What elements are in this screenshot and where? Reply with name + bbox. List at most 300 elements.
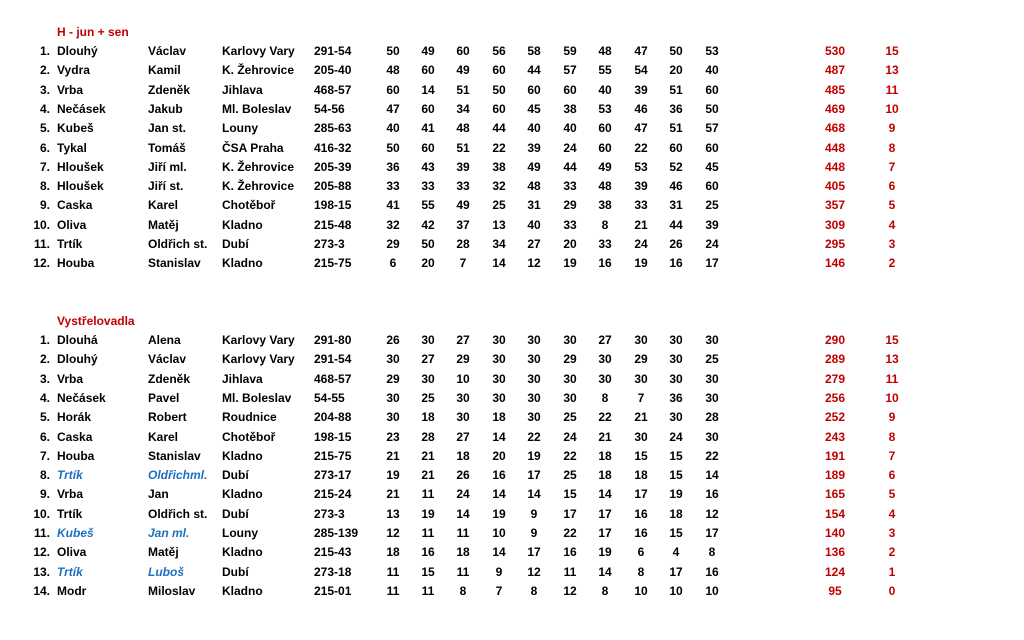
score-cell: 10: [492, 526, 506, 540]
score-cell: 14: [456, 506, 470, 521]
table-row: [0, 466, 1024, 485]
score-cell: 18: [634, 468, 648, 483]
club-cell: K. Žehrovice: [222, 179, 295, 194]
score-cell: 18: [492, 410, 506, 425]
total-cell: 279: [824, 371, 846, 386]
total-cell: 140: [824, 526, 846, 540]
score-cell: 55: [421, 198, 435, 213]
score-cell: 30: [669, 371, 683, 386]
score-cell: 16: [598, 256, 612, 271]
score-cell: 14: [492, 545, 506, 560]
score-cell: 15: [669, 448, 683, 463]
score-cell: 39: [634, 179, 648, 194]
score-cell: 60: [386, 82, 400, 97]
score-cell: 51: [669, 121, 683, 136]
score-cell: 60: [492, 101, 506, 116]
score-cell: 44: [527, 63, 541, 78]
score-cell: 30: [527, 371, 541, 386]
points-cell: 15: [885, 44, 899, 58]
club-cell: Dubí: [222, 506, 249, 521]
score-cell: 47: [386, 101, 400, 116]
score-cell: 45: [527, 101, 541, 116]
surname-cell: Tykal: [57, 140, 87, 155]
score-cell: 15: [669, 468, 683, 483]
score-cell: 20: [563, 237, 577, 251]
score-cell: 29: [634, 352, 648, 367]
score-cell: 27: [456, 333, 470, 347]
table-row: [0, 389, 1024, 408]
table-row: [0, 254, 1024, 273]
table-row: [0, 524, 1024, 543]
total-cell: 448: [824, 159, 846, 174]
score-cell: 53: [705, 44, 719, 58]
score-cell: 57: [563, 63, 577, 78]
points-cell: 2: [888, 545, 896, 560]
firstname-cell: Jan ml.: [148, 526, 190, 540]
score-cell: 55: [598, 63, 612, 78]
score-cell: 23: [386, 429, 400, 444]
score-cell: 24: [705, 237, 719, 251]
score-cell: 9: [495, 564, 503, 579]
table-row: [0, 485, 1024, 504]
score-cell: 24: [456, 487, 470, 502]
score-cell: 38: [492, 159, 506, 174]
score-cell: 31: [669, 198, 683, 213]
score-cell: 29: [563, 198, 577, 213]
firstname-cell: Zdeněk: [148, 371, 191, 386]
rank-cell: 5.: [39, 121, 50, 136]
score-cell: 15: [634, 448, 648, 463]
points-cell: 13: [885, 63, 899, 78]
score-cell: 60: [705, 82, 719, 97]
id-cell: 468-57: [314, 82, 352, 97]
score-cell: 11: [386, 583, 400, 598]
id-cell: 285-63: [314, 121, 352, 136]
score-cell: 60: [421, 140, 435, 155]
score-cell: 14: [598, 487, 612, 502]
score-cell: 29: [563, 352, 577, 367]
score-cell: 40: [563, 121, 577, 136]
score-cell: 30: [705, 390, 719, 405]
id-cell: 54-56: [314, 101, 345, 116]
club-cell: Jihlava: [222, 82, 263, 97]
score-cell: 21: [386, 487, 400, 502]
table-row: [0, 119, 1024, 138]
score-cell: 34: [456, 101, 470, 116]
total-cell: 191: [824, 448, 846, 463]
score-cell: 14: [527, 487, 541, 502]
total-cell: 469: [824, 101, 846, 116]
score-cell: 30: [563, 390, 577, 405]
firstname-cell: Jiří ml.: [148, 159, 187, 174]
score-cell: 21: [386, 448, 400, 463]
club-cell: Ml. Boleslav: [222, 390, 292, 405]
score-cell: 24: [563, 140, 577, 155]
points-cell: 4: [888, 506, 896, 521]
club-cell: Kladno: [222, 217, 263, 232]
score-cell: 22: [492, 140, 506, 155]
id-cell: 291-54: [314, 352, 352, 367]
table-row: [0, 177, 1024, 196]
score-cell: 16: [634, 506, 648, 521]
score-cell: 22: [563, 448, 577, 463]
id-cell: 291-54: [314, 44, 352, 58]
score-cell: 60: [669, 140, 683, 155]
firstname-cell: Jiří st.: [148, 179, 184, 194]
club-cell: K. Žehrovice: [222, 63, 295, 78]
score-cell: 45: [705, 159, 719, 174]
score-cell: 8: [601, 217, 609, 232]
total-cell: 309: [824, 217, 846, 232]
id-cell: 198-15: [314, 198, 352, 213]
points-cell: 9: [888, 121, 896, 136]
points-cell: 0: [888, 583, 896, 598]
surname-cell: Caska: [57, 429, 93, 444]
score-cell: 38: [563, 101, 577, 116]
score-cell: 30: [456, 410, 470, 425]
id-cell: 215-24: [314, 487, 352, 502]
score-cell: 51: [669, 82, 683, 97]
score-cell: 60: [563, 82, 577, 97]
score-cell: 30: [598, 371, 612, 386]
rank-cell: 6.: [39, 140, 50, 155]
points-cell: 15: [885, 333, 899, 347]
total-cell: 124: [824, 564, 846, 579]
score-cell: 6: [637, 545, 645, 560]
score-cell: 33: [563, 217, 577, 232]
score-cell: 36: [386, 159, 400, 174]
rank-cell: 12.: [33, 256, 50, 271]
score-cell: 4: [672, 545, 680, 560]
id-cell: 285-139: [314, 526, 359, 540]
club-cell: Kladno: [222, 256, 263, 271]
firstname-cell: Luboš: [148, 564, 184, 579]
rank-cell: 10.: [33, 217, 50, 232]
firstname-cell: Matěj: [148, 545, 179, 560]
score-cell: 47: [634, 44, 648, 58]
surname-cell: Houba: [57, 448, 95, 463]
score-cell: 19: [386, 468, 400, 483]
rank-cell: 2.: [39, 63, 50, 78]
score-cell: 8: [601, 390, 609, 405]
score-cell: 17: [598, 506, 612, 521]
score-cell: 20: [421, 256, 435, 271]
score-cell: 56: [492, 44, 506, 58]
firstname-cell: Jan st.: [148, 121, 187, 136]
score-cell: 37: [456, 217, 470, 232]
total-cell: 290: [824, 333, 846, 347]
score-cell: 47: [634, 121, 648, 136]
score-cell: 46: [669, 179, 683, 194]
table-row: [0, 158, 1024, 177]
score-cell: 17: [563, 506, 577, 521]
score-cell: 30: [492, 333, 506, 347]
score-cell: 11: [386, 564, 400, 579]
score-cell: 40: [598, 82, 612, 97]
club-cell: Karlovy Vary: [222, 333, 295, 347]
score-cell: 24: [669, 429, 683, 444]
score-cell: 21: [634, 410, 648, 425]
score-cell: 7: [495, 583, 503, 598]
score-cell: 7: [459, 256, 467, 271]
total-cell: 485: [824, 82, 846, 97]
score-cell: 30: [421, 371, 435, 386]
total-cell: 154: [824, 506, 846, 521]
score-cell: 25: [705, 198, 719, 213]
club-cell: K. Žehrovice: [222, 159, 295, 174]
score-cell: 11: [421, 526, 435, 540]
firstname-cell: Stanislav: [148, 448, 201, 463]
id-cell: 205-88: [314, 179, 352, 194]
score-cell: 16: [705, 564, 719, 579]
score-cell: 48: [456, 121, 470, 136]
rank-cell: 8.: [39, 468, 50, 483]
id-cell: 215-01: [314, 583, 352, 598]
surname-cell: Hloušek: [57, 179, 104, 194]
rank-cell: 13.: [33, 564, 50, 579]
id-cell: 198-15: [314, 429, 352, 444]
score-cell: 41: [421, 121, 435, 136]
score-cell: 44: [563, 159, 577, 174]
score-cell: 28: [705, 410, 719, 425]
score-cell: 13: [492, 217, 506, 232]
score-cell: 40: [705, 63, 719, 78]
score-cell: 7: [637, 390, 645, 405]
firstname-cell: Stanislav: [148, 256, 201, 271]
score-cell: 30: [634, 333, 648, 347]
score-cell: 19: [634, 256, 648, 271]
points-cell: 4: [888, 217, 896, 232]
surname-cell: Nečásek: [57, 390, 106, 405]
rank-cell: 9.: [39, 198, 50, 213]
total-cell: 295: [824, 237, 846, 251]
points-cell: 8: [888, 140, 896, 155]
score-cell: 60: [456, 44, 470, 58]
id-cell: 215-43: [314, 545, 352, 560]
total-cell: 189: [824, 468, 846, 483]
score-cell: 33: [634, 198, 648, 213]
score-cell: 39: [634, 82, 648, 97]
club-cell: Karlovy Vary: [222, 44, 295, 58]
score-cell: 33: [386, 179, 400, 194]
score-cell: 33: [563, 179, 577, 194]
score-cell: 15: [421, 564, 435, 579]
score-cell: 12: [705, 506, 719, 521]
firstname-cell: Robert: [148, 410, 187, 425]
score-cell: 30: [527, 352, 541, 367]
score-cell: 30: [527, 333, 541, 347]
score-cell: 50: [386, 44, 400, 58]
score-cell: 30: [563, 371, 577, 386]
score-cell: 17: [598, 526, 612, 540]
score-cell: 28: [421, 429, 435, 444]
score-cell: 60: [598, 140, 612, 155]
rank-cell: 8.: [39, 179, 50, 194]
rank-cell: 4.: [39, 101, 50, 116]
table-row: [0, 408, 1024, 427]
score-cell: 27: [456, 429, 470, 444]
score-cell: 40: [386, 121, 400, 136]
score-cell: 27: [421, 352, 435, 367]
score-cell: 18: [598, 448, 612, 463]
table-row: [0, 61, 1024, 80]
score-cell: 20: [492, 448, 506, 463]
score-cell: 50: [386, 140, 400, 155]
club-cell: Chotěboř: [222, 429, 276, 444]
score-cell: 21: [421, 468, 435, 483]
club-cell: Chotěboř: [222, 198, 276, 213]
firstname-cell: Oldřich st.: [148, 237, 208, 251]
score-cell: 33: [421, 179, 435, 194]
score-cell: 57: [705, 121, 719, 136]
score-cell: 60: [421, 101, 435, 116]
score-cell: 30: [527, 410, 541, 425]
score-cell: 8: [530, 583, 538, 598]
score-cell: 18: [386, 545, 400, 560]
score-cell: 50: [669, 44, 683, 58]
points-cell: 13: [885, 352, 899, 367]
score-cell: 9: [530, 526, 538, 540]
score-cell: 22: [527, 429, 541, 444]
score-cell: 18: [669, 506, 683, 521]
surname-cell: Vrba: [57, 371, 84, 386]
score-cell: 39: [456, 159, 470, 174]
club-cell: Jihlava: [222, 371, 263, 386]
surname-cell: Trtík: [57, 468, 83, 483]
table-row: [0, 331, 1024, 350]
firstname-cell: Oldřich st.: [148, 506, 208, 521]
score-cell: 9: [530, 506, 538, 521]
points-cell: 11: [885, 82, 899, 97]
score-cell: 14: [598, 564, 612, 579]
id-cell: 416-32: [314, 140, 352, 155]
score-cell: 16: [563, 545, 577, 560]
rank-cell: 2.: [39, 352, 50, 367]
table-row: [0, 543, 1024, 562]
table-row: [0, 81, 1024, 100]
rank-cell: 6.: [39, 429, 50, 444]
surname-cell: Horák: [57, 410, 92, 425]
total-cell: 289: [824, 352, 846, 367]
score-cell: 30: [527, 390, 541, 405]
firstname-cell: Alena: [148, 333, 181, 347]
score-cell: 43: [421, 159, 435, 174]
score-cell: 8: [459, 583, 467, 598]
total-cell: 405: [824, 179, 846, 194]
surname-cell: Trtík: [57, 237, 83, 251]
total-cell: 165: [824, 487, 846, 502]
surname-cell: Kubeš: [57, 121, 94, 136]
score-cell: 50: [705, 101, 719, 116]
score-cell: 30: [492, 390, 506, 405]
points-cell: 10: [885, 390, 899, 405]
score-cell: 31: [527, 198, 541, 213]
score-cell: 19: [527, 448, 541, 463]
table-row: [0, 563, 1024, 582]
club-cell: Dubí: [222, 237, 249, 251]
surname-cell: Trtík: [57, 564, 83, 579]
firstname-cell: Karel: [148, 429, 179, 444]
total-cell: 252: [824, 410, 846, 425]
score-cell: 44: [492, 121, 506, 136]
score-cell: 32: [386, 217, 400, 232]
surname-cell: Caska: [57, 198, 93, 213]
score-cell: 60: [705, 140, 719, 155]
rank-cell: 10.: [33, 506, 50, 521]
firstname-cell: Jan: [148, 487, 169, 502]
score-cell: 29: [386, 237, 400, 251]
points-cell: 3: [888, 526, 896, 540]
surname-cell: Hloušek: [57, 159, 104, 174]
total-cell: 136: [824, 545, 846, 560]
score-cell: 22: [598, 410, 612, 425]
rank-cell: 7.: [39, 159, 50, 174]
score-cell: 19: [669, 487, 683, 502]
table-row: [0, 428, 1024, 447]
total-cell: 487: [824, 63, 846, 78]
club-cell: Louny: [222, 526, 258, 540]
score-cell: 30: [563, 333, 577, 347]
score-cell: 44: [669, 217, 683, 232]
score-cell: 41: [386, 198, 400, 213]
score-cell: 16: [421, 545, 435, 560]
score-cell: 30: [386, 390, 400, 405]
id-cell: 54-55: [314, 390, 345, 405]
score-cell: 40: [527, 217, 541, 232]
score-cell: 39: [527, 140, 541, 155]
score-cell: 49: [456, 198, 470, 213]
score-cell: 54: [634, 63, 648, 78]
score-cell: 49: [527, 159, 541, 174]
surname-cell: Houba: [57, 256, 95, 271]
rank-cell: 9.: [39, 487, 50, 502]
club-cell: Kladno: [222, 545, 263, 560]
club-cell: Dubí: [222, 564, 249, 579]
score-cell: 42: [421, 217, 435, 232]
score-cell: 8: [708, 545, 716, 560]
points-cell: 3: [888, 237, 896, 251]
score-cell: 50: [421, 237, 435, 251]
surname-cell: Modr: [57, 583, 87, 598]
score-cell: 12: [527, 256, 541, 271]
score-cell: 17: [527, 468, 541, 483]
score-cell: 60: [527, 82, 541, 97]
score-cell: 48: [386, 63, 400, 78]
score-cell: 18: [421, 410, 435, 425]
firstname-cell: Karel: [148, 198, 179, 213]
points-cell: 10: [885, 101, 899, 116]
total-cell: 243: [824, 429, 846, 444]
total-cell: 146: [824, 256, 846, 271]
score-cell: 21: [598, 429, 612, 444]
score-cell: 11: [421, 583, 435, 598]
score-cell: 46: [634, 101, 648, 116]
score-cell: 14: [705, 468, 719, 483]
points-cell: 6: [888, 179, 896, 194]
score-cell: 12: [527, 564, 541, 579]
score-cell: 29: [456, 352, 470, 367]
firstname-cell: Jakub: [148, 101, 183, 116]
firstname-cell: Kamil: [148, 63, 181, 78]
score-cell: 30: [386, 352, 400, 367]
table-row: [0, 216, 1024, 235]
score-cell: 24: [634, 237, 648, 251]
id-cell: 205-39: [314, 159, 352, 174]
score-cell: 59: [563, 44, 577, 58]
club-cell: Roudnice: [222, 410, 277, 425]
score-cell: 21: [634, 217, 648, 232]
firstname-cell: Václav: [148, 44, 187, 58]
